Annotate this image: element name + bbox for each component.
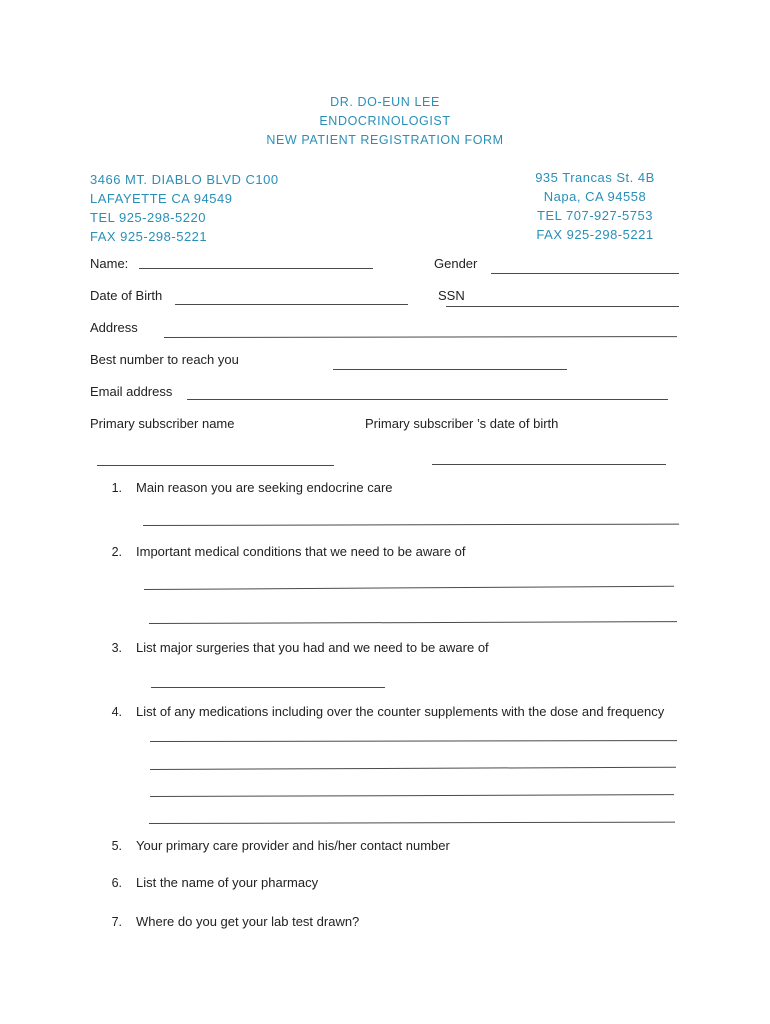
question-4-answer-line-2[interactable] (150, 767, 676, 770)
gender-label: Gender (434, 256, 478, 271)
right-office-fax: FAX 925-298-5221 (536, 227, 654, 242)
address-label: Address (90, 320, 138, 335)
subscriber-name-input-line[interactable] (97, 465, 334, 466)
right-office-address (520, 168, 670, 244)
dob-input-line[interactable] (175, 304, 408, 305)
question-4-number: 4. (111, 705, 122, 719)
question-2-number: 2. (111, 545, 122, 559)
right-office-tel: TEL 707-927-5753 (537, 208, 653, 223)
subscriber-dob-input-line[interactable] (432, 464, 666, 465)
left-office-fax: FAX 925-298-5221 (90, 229, 208, 244)
question-7-number: 7. (111, 915, 122, 929)
question-5-text: Your primary care provider and his/her contact number (136, 838, 450, 853)
name-input-line[interactable] (139, 268, 373, 269)
gender-input-line[interactable] (491, 273, 679, 274)
doctor-name: DR. DO-EUN LEE (330, 95, 440, 109)
question-4-answer-line-4[interactable] (149, 822, 675, 824)
dob-label: Date of Birth (90, 288, 163, 303)
question-3-answer-line[interactable] (151, 687, 385, 688)
question-5-number: 5. (111, 839, 122, 853)
ssn-label: SSN (438, 288, 465, 303)
right-office-street: 935 Trancas St. 4B (535, 170, 655, 185)
question-1-text: Main reason you are seeking endocrine care (136, 480, 393, 495)
question-4-text: List of any medications including over the counter supplements with the dose and frequency (136, 704, 665, 719)
left-office-street: 3466 MT. DIABLO BLVD C100 (90, 172, 279, 187)
best-number-input-line[interactable] (333, 369, 567, 370)
question-2-answer-line-2[interactable] (149, 621, 677, 624)
form-title: NEW PATIENT REGISTRATION FORM (266, 133, 504, 147)
question-6-number: 6. (111, 876, 122, 890)
question-4-answer-line-1[interactable] (150, 740, 677, 742)
question-1-number: 1. (111, 481, 122, 495)
subscriber-dob-label: Primary subscriber ’s date of birth (365, 416, 559, 431)
ssn-input-line[interactable] (446, 306, 679, 307)
question-3-text: List major surgeries that you had and we need to be aware of (136, 640, 489, 655)
question-7-text: Where do you get your lab test drawn? (136, 914, 360, 929)
email-input-line[interactable] (187, 399, 668, 400)
question-6-text: List the name of your pharmacy (136, 875, 319, 890)
email-label: Email address (90, 384, 173, 399)
left-office-address (90, 170, 279, 246)
question-3-number: 3. (111, 641, 122, 655)
doctor-specialty: ENDOCRINOLOGIST (319, 114, 451, 128)
right-office-city: Napa, CA 94558 (543, 189, 647, 204)
name-label: Name: (90, 256, 129, 271)
left-office-city: LAFAYETTE CA 94549 (90, 191, 233, 206)
question-2-text: Important medical conditions that we need to be aware of (136, 544, 466, 559)
best-number-label: Best number to reach you (90, 352, 239, 367)
subscriber-name-label: Primary subscriber name (90, 416, 235, 431)
address-input-line[interactable] (164, 336, 677, 338)
question-4-answer-line-3[interactable] (150, 794, 674, 797)
left-office-tel: TEL 925-298-5220 (90, 210, 206, 225)
question-1-answer-line[interactable] (143, 524, 679, 526)
question-2-answer-line-1[interactable] (144, 586, 674, 590)
